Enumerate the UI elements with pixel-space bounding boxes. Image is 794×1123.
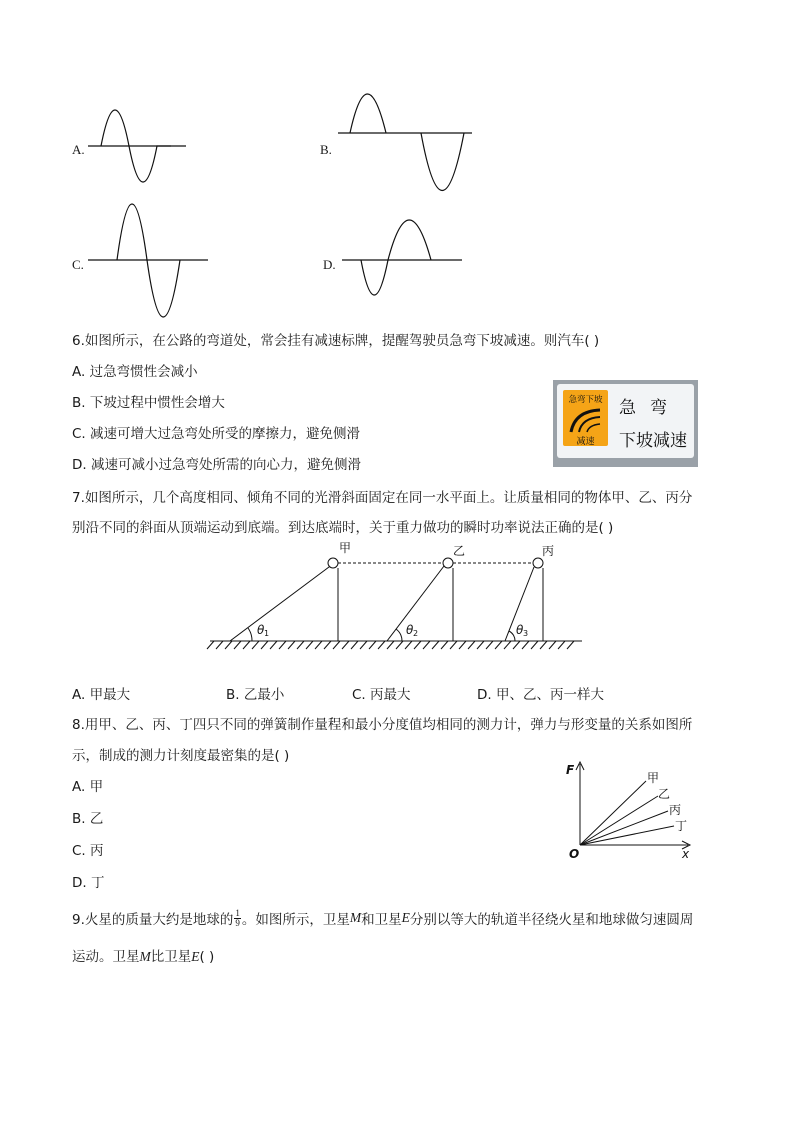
q9-stem-line2 [72,945,214,965]
q6-option-c: C. 减速可增大过急弯处所受的摩擦力，避免侧滑 [72,426,361,442]
q8-option-a: A. 甲 [72,779,104,795]
theta-2-sub: 2 [413,629,419,638]
q7-option-b: B. 乙最小 [226,687,285,703]
hatch-mark [414,641,421,649]
incline-1 [230,564,333,641]
spring-graph [560,758,700,864]
option-d-label: D. [323,257,336,272]
line-label-jia: 甲 [647,771,660,785]
q9-stem-line1 [72,905,693,931]
sign-line-1: 急弯 [619,398,681,418]
hatch-mark [351,641,358,649]
wave-diagrams [0,0,794,320]
q8-option-b: B. 乙 [72,811,104,827]
label-yi: 乙 [453,544,466,558]
hatch-mark [306,641,313,649]
angle-arc-1 [248,628,252,641]
hatch-mark [261,641,268,649]
theta-3: θ [516,623,524,637]
hatch-mark [477,641,484,649]
q9-fraction-numerator: 1 [235,907,240,918]
curve-road-icon [569,407,602,433]
hatch-mark [297,641,304,649]
hatch-mark [504,641,511,649]
sign-icon-bottom-text: 减速 [576,437,595,447]
ball-bing [533,558,543,568]
q6-stem: 6.如图所示，在公路的弯道处，常会挂有减速标牌，提醒驾驶员急弯下坡减速。则汽车( ) [72,333,600,349]
hatch-mark [423,641,430,649]
hatch-mark [387,641,394,649]
q8-stem-line1: 8.用甲、乙、丙、丁四只不同的弹簧制作量程和最小分度值均相同的测力计，弹力与形变量的关系如图所 [72,717,693,733]
theta-3-sub: 3 [523,629,529,638]
q6-option-b: B. 下坡过程中惯性会增大 [72,395,225,411]
hatch-mark [225,641,232,649]
theta-1-sub: 1 [264,629,270,638]
q8-option-d: D. 丁 [72,875,105,891]
hatch-mark [270,641,277,649]
hatch-mark [468,641,475,649]
q6-option-d: D. 减速可减小过急弯处所需的向心力，避免侧滑 [72,457,361,473]
q9-text-d: 分别以等大的轨道半径绕火星和地球做匀速圆周 [409,912,694,928]
wave-b-curve [350,94,464,191]
hatch-mark [513,641,520,649]
theta-1: θ [257,623,265,637]
q7-option-c: C. 丙最大 [352,687,411,703]
hatch-mark [360,641,367,649]
hatch-mark [234,641,241,649]
hatch-mark [540,641,547,649]
q7-stem-line1: 7.如图所示，几个高度相同、倾角不同的光滑斜面固定在同一水平面上。让质量相同的物体甲、乙、丙分 [72,490,693,506]
y-axis-label: F [566,763,575,777]
hatch-mark [441,641,448,649]
road-sign-photo [553,380,698,467]
q9-line2-m: M [139,949,151,964]
line-label-yi: 乙 [658,787,671,801]
q9-line2-b: 比卫星 [150,949,192,965]
hatch-mark [315,641,322,649]
incline-diagram [200,538,590,654]
line-jia [580,781,646,845]
q8-option-c: C. 丙 [72,843,104,859]
hatch-mark [216,641,223,649]
hatch-mark [207,641,214,649]
hatch-mark [558,641,565,649]
curve-warning-icon [563,390,608,446]
hatch-mark [324,641,331,649]
origin-label: O [569,847,580,861]
q8-stem-line2: 示，制成的测力计刻度最密集的是( ) [72,748,290,764]
q9-text-a: 9.火星的质量大约是地球的 [72,912,234,928]
line-label-bing: 丙 [669,803,682,817]
angle-arc-3 [509,631,515,641]
q9-line2-a: 运动。卫星 [72,949,140,965]
hatch-mark [495,641,502,649]
hatch-mark [531,641,538,649]
q9-line2-c: ( ) [199,949,215,965]
q9-fraction [234,909,241,928]
hatch-mark [522,641,529,649]
hatch-mark [378,641,385,649]
q7-option-a: A. 甲最大 [72,687,131,703]
q7-stem-line2: 别沿不同的斜面从顶端运动到底端。到达底端时，关于重力做功的瞬时功率说法正确的是( ) [72,520,614,536]
q9-satellite-e: E [401,910,410,925]
theta-2: θ [406,623,414,637]
hatch-mark [459,641,466,649]
road-sign-board [557,384,694,458]
ball-jia [328,558,338,568]
hatch-mark [279,641,286,649]
q9-satellite-m: M [349,910,362,925]
hatch-mark [549,641,556,649]
sign-line-2: 下坡减速 [619,431,687,451]
hatch-mark [252,641,259,649]
label-bing: 丙 [542,544,555,558]
hatch-mark [243,641,250,649]
hatch-mark [405,641,412,649]
hatch-mark [342,641,349,649]
hatch-mark [486,641,493,649]
q6-option-a: A. 过急弯惯性会减小 [72,364,198,380]
line-label-ding: 丁 [675,819,688,833]
angle-arc-2 [396,629,402,641]
option-a-label: A. [72,142,85,157]
hatch-mark [432,641,439,649]
option-b-label: B. [320,142,332,157]
ball-yi [443,558,453,568]
hatch-mark [369,641,376,649]
sign-icon-top-text: 急弯下坡 [568,395,603,405]
hatch-mark [333,641,340,649]
q9-text-b: 。如图所示，卫星 [241,912,350,928]
label-jia: 甲 [339,541,352,555]
option-c-label: C. [72,257,84,272]
x-axis-label: x [682,847,690,861]
q7-option-d: D. 甲、乙、丙一样大 [477,687,604,703]
q9-fraction-denominator: 9 [235,917,240,928]
line-ding [580,826,674,845]
wave-d-curve [361,220,431,295]
line-bing [580,811,668,845]
q9-line2-e: E [191,949,200,964]
line-yi [580,796,658,845]
hatch-mark [396,641,403,649]
ground-hatching [207,641,574,649]
hatch-mark [288,641,295,649]
hatch-mark [450,641,457,649]
hatch-mark [567,641,574,649]
q9-text-c: 和卫星 [361,912,402,928]
